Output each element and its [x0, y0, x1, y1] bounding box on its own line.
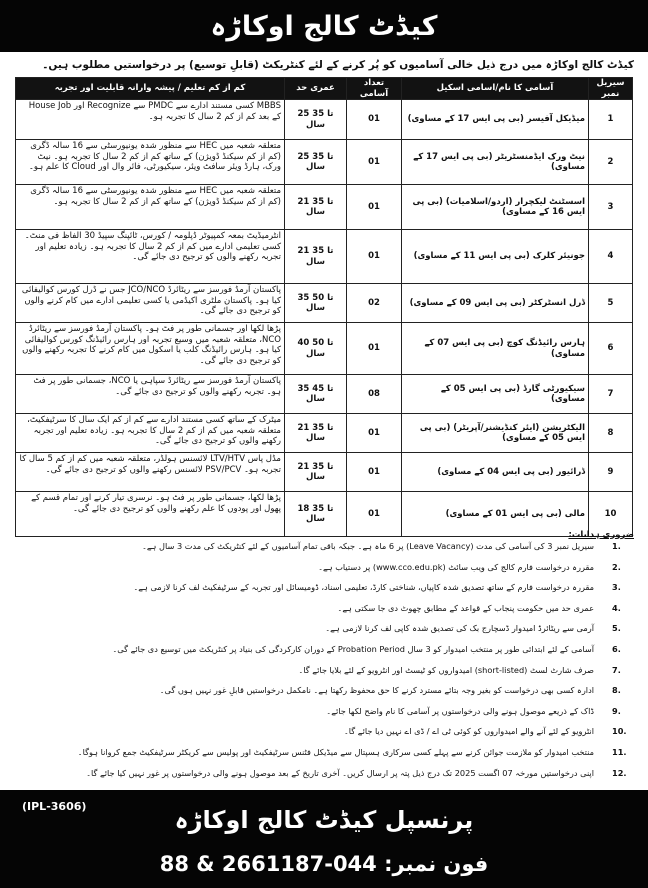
note-number: 5. — [612, 623, 621, 634]
note-item — [14, 768, 634, 789]
age-limit-cell: 21 تا 35 سال — [285, 230, 347, 284]
phone-number: فون نمبر: 044-2661187 & 88 — [159, 852, 489, 876]
qualification-cell: پڑھا لکھا اور جسمانی طور پر فٹ ہو۔ پاکستان آرمڈ فورسز سے ریٹائرڈ NCO، متعلقہ شعبہ میں وسیع تجربہ اور ہارس رائیڈنگ کورس کوالیفائی کیا ہو۔ ہارس رائیڈنگ کلب یا اسکول میں کام کرنے کا تجربہ رکھنے والوں کو ترجیح دی جائے گی۔ — [16, 323, 285, 375]
intro-text: کیڈٹ کالج اوکاڑہ میں درج ذیل خالی آسامیوں کو پُر کرنے کے لئے کنٹریکٹ (قابلِ توسیع) پر درخواستیں مطلوب ہیں۔ — [42, 59, 634, 71]
note-text: عمری حد میں حکومت پنجاب کے قواعد کے مطابق چھوٹ دی جا سکتی ہے۔ — [337, 602, 594, 613]
quantity-cell: 01 — [347, 453, 402, 492]
header-banner — [0, 0, 648, 52]
qualification-cell: MBBS کسی مستند ادارے سے PMDC سے Recognize اور House Job کے بعد کم از کم 2 سال کا تجربہ ہو۔ — [16, 100, 285, 140]
table-row — [16, 453, 633, 492]
note-text: سیریل نمبر 3 کی آسامی کی مدت (Leave Vacancy) پر 6 ماہ ہے۔ جبکہ باقی تمام آسامیوں کے لئے کنٹریکٹ کی مدت 3 سال ہے۔ — [142, 541, 594, 551]
note-number: 9. — [612, 705, 621, 716]
post-name-cell: مالی (بی پی ایس 01 کے مساوی) — [402, 492, 589, 537]
note-number: 7. — [612, 664, 621, 675]
note-number: 1. — [612, 541, 621, 551]
note-text: اپنی درخواستیں مورخہ 07 اگست 2025 تک درج ذیل پتہ پر ارسال کریں۔ آخری تاریخ کے بعد موصول ہونے والی درخواستوں پر غور نہیں کیا جائے گا۔ — [86, 767, 594, 778]
post-name-cell: ہارس رائیڈنگ کوچ (بی پی ایس 07 کے مساوی) — [402, 323, 589, 375]
post-name-cell: ڈرل انسٹرکٹر (بی پی ایس 09 کے مساوی) — [402, 284, 589, 323]
age-limit-cell: 21 تا 35 سال — [285, 414, 347, 453]
serial-cell: 6 — [589, 323, 633, 375]
notes-title: ضروری ہدایات: — [568, 530, 634, 540]
age-limit-cell: 25 تا 35 سال — [285, 100, 347, 140]
note-text: صرف شارٹ لسٹ (short-listed) امیدواروں کو ٹیسٹ اور انٹرویو کے لئے بلایا جائے گا۔ — [298, 664, 594, 675]
age-limit-cell: 25 تا 35 سال — [285, 140, 347, 185]
serial-cell: 8 — [589, 414, 633, 453]
column-header: آسامی کا نام/اسامی اسکیل — [402, 78, 589, 100]
table-row — [16, 230, 633, 284]
note-text: انٹرویو کے لئے آنے والے امیدواروں کو کوئی ٹی اے / ڈی اے نہیں دیا جائے گا۔ — [344, 726, 594, 737]
note-number: 2. — [612, 561, 621, 572]
serial-cell: 4 — [589, 230, 633, 284]
quantity-cell: 01 — [347, 140, 402, 185]
table-row — [16, 284, 633, 323]
qualification-cell: انٹرمیڈیٹ بمعہ کمپیوٹر ڈپلومہ / کورس، ٹائپنگ سپیڈ 30 الفاظ فی منٹ۔ کسی تعلیمی ادارے میں کم از کم 2 سال کا تجربہ ہو۔ زیادہ تعلیم اور تجربہ رکھنے والوں کو ترجیح دی جائے گی۔ — [16, 230, 285, 284]
table-header-row — [16, 78, 633, 100]
note-number: 4. — [612, 602, 621, 613]
age-limit-cell: 21 تا 35 سال — [285, 185, 347, 230]
note-number: 8. — [612, 685, 621, 696]
note-item — [14, 747, 634, 768]
note-item — [14, 644, 634, 665]
note-number: 3. — [612, 582, 621, 593]
column-header: عمری حد — [285, 78, 347, 100]
note-number: 6. — [612, 643, 621, 654]
quantity-cell: 01 — [347, 230, 402, 284]
footer-banner — [0, 790, 648, 888]
note-text: ڈاک کے ذریعے موصول ہونے والی درخواستوں پر آسامی کا نام واضح لکھا جائے۔ — [326, 705, 594, 716]
quantity-cell: 02 — [347, 284, 402, 323]
quantity-cell: 01 — [347, 100, 402, 140]
post-name-cell: سیکیورٹی گارڈ (بی پی ایس 05 کے مساوی) — [402, 375, 589, 414]
table-row — [16, 100, 633, 140]
quantity-cell: 01 — [347, 323, 402, 375]
quantity-cell: 01 — [347, 414, 402, 453]
column-header: سیریل نمبر — [589, 78, 633, 100]
note-number: 11. — [612, 746, 627, 757]
table-row — [16, 323, 633, 375]
age-limit-cell: 21 تا 35 سال — [285, 453, 347, 492]
qualification-cell: مڈل پاس LTV/HTV لائسنس ہولڈر، متعلقہ شعبہ میں کم از کم 5 سال کا تجربہ ہو۔ PSV/PCV لائسنس رکھنے والوں کو ترجیح دی جائے گی۔ — [16, 453, 285, 492]
note-text: ادارہ کسی بھی درخواست کو بغیر وجہ بتائے مسترد کرنے کا حق محفوظ رکھتا ہے۔ نامکمل درخواستیں قابلِ غور نہیں ہوں گی۔ — [159, 685, 594, 696]
note-item — [14, 603, 634, 624]
table-row — [16, 414, 633, 453]
note-item — [14, 562, 634, 583]
note-text: مقررہ درخواست فارم کالج کی ویب سائٹ (www.cco.edu.pk) پر دستیاب ہے۔ — [318, 561, 594, 572]
qualification-cell: متعلقہ شعبہ میں HEC سے منظور شدہ یونیورسٹی سے 16 سالہ ڈگری (کم از کم سیکنڈ ڈویژن) کے ساتھ کم از کم 2 سال کا تجربہ ہو۔ نیٹ ورک، ہارڈ ویئر سافٹ ویئر، سیکیورٹی، فائر وال اور Cloud کا علم ہو۔ — [16, 140, 285, 185]
note-text: مقررہ درخواست فارم کے ساتھ تصدیق شدہ کاپیاں، شناختی کارڈ، تعلیمی اسناد، ڈومیسائل اور تجربہ کے سرٹیفکیٹ لف کرنا لازمی ہے۔ — [133, 582, 594, 593]
note-item — [14, 665, 634, 686]
qualification-cell: پڑھا لکھا، جسمانی طور پر فٹ ہو۔ نرسری تیار کرنے اور تمام قسم کے پھول اور پودوں کا علم رکھنے والوں کو ترجیح دی جائے گی۔ — [16, 492, 285, 537]
note-number: 10. — [612, 726, 627, 737]
serial-cell: 3 — [589, 185, 633, 230]
note-item — [14, 685, 634, 706]
serial-cell: 2 — [589, 140, 633, 185]
post-name-cell: ڈرائیور (بی پی ایس 04 کے مساوی) — [402, 453, 589, 492]
note-item — [14, 706, 634, 727]
table-row — [16, 140, 633, 185]
ipl-code: (IPL-3606) — [22, 800, 87, 813]
serial-cell: 10 — [589, 492, 633, 537]
page-title: کیڈٹ کالج اوکاڑہ — [210, 10, 438, 42]
notes-list — [14, 541, 634, 788]
table-row — [16, 492, 633, 537]
note-text: آسامی کے لئے ابتدائی طور پر منتخب امیدوار کو 3 سال Probation Period کے دوران کارکردگی کی بنیاد پر کنٹریکٹ میں توسیع دی جائے گی۔ — [112, 643, 594, 654]
post-name-cell: اسسٹنٹ لیکچرار (اردو/اسلامیات) (بی پی ایس 16 کے مساوی) — [402, 185, 589, 230]
quantity-cell: 08 — [347, 375, 402, 414]
age-limit-cell: 35 تا 50 سال — [285, 284, 347, 323]
posts-table — [15, 77, 633, 537]
qualification-cell: میٹرک کے ساتھ کسی مستند ادارے سے کم از کم ایک سال کا سرٹیفکیٹ، متعلقہ شعبہ میں کم از کم 2 سال کا تجربہ ہو۔ زیادہ تعلیم اور تجربہ رکھنے والوں کو ترجیح دی جائے گی۔ — [16, 414, 285, 453]
quantity-cell: 01 — [347, 185, 402, 230]
signature: پرنسپل کیڈٹ کالج اوکاڑہ — [174, 806, 474, 834]
age-limit-cell: 35 تا 45 سال — [285, 375, 347, 414]
post-name-cell: الیکٹریشن (ایئر کنڈیشنر/آپریٹر) (بی پی ایس 05 کے مساوی) — [402, 414, 589, 453]
qualification-cell: پاکستان آرمڈ فورسز سے ریٹائرڈ سپاہی یا NCO، جسمانی طور پر فٹ ہو۔ تجربہ رکھنے والوں کو ترجیح دی جائے گی۔ — [16, 375, 285, 414]
note-number: 12. — [612, 767, 627, 778]
table-row — [16, 185, 633, 230]
post-name-cell: نیٹ ورک ایڈمنسٹریٹر (بی پی ایس 17 کے مساوی) — [402, 140, 589, 185]
quantity-cell: 01 — [347, 492, 402, 537]
note-item — [14, 726, 634, 747]
serial-cell: 7 — [589, 375, 633, 414]
note-text: آرمی سے ریٹائرڈ امیدوار ڈسچارج بک کی تصدیق شدہ کاپی لف کرنا لازمی ہے۔ — [325, 623, 594, 634]
serial-cell: 5 — [589, 284, 633, 323]
note-text: منتخب امیدوار کو ملازمت جوائن کرنے سے پہلے کسی سرکاری ہسپتال سے میڈیکل فٹنس سرٹیفکیٹ اور پولیس سے کریکٹر سرٹیفکیٹ جمع کروانا ہوگا۔ — [77, 746, 594, 757]
qualification-cell: متعلقہ شعبہ میں HEC سے منظور شدہ یونیورسٹی سے 16 سالہ ڈگری (کم از کم سیکنڈ ڈویژن) کے ساتھ کم از کم 2 سال کا تجربہ ہو۔ — [16, 185, 285, 230]
note-item — [14, 582, 634, 603]
table-row — [16, 375, 633, 414]
column-header: کم از کم تعلیم / پیشہ وارانہ قابلیت اور تجربہ — [16, 78, 285, 100]
note-item — [14, 623, 634, 644]
age-limit-cell: 40 تا 50 سال — [285, 323, 347, 375]
note-item — [14, 541, 634, 562]
post-name-cell: جونیئر کلرک (بی پی ایس 11 کے مساوی) — [402, 230, 589, 284]
post-name-cell: میڈیکل آفیسر (بی پی ایس 17 کے مساوی) — [402, 100, 589, 140]
column-header: تعداد آسامی — [347, 78, 402, 100]
serial-cell: 9 — [589, 453, 633, 492]
qualification-cell: پاکستان آرمڈ فورسز سے ریٹائرڈ JCO/NCO جس نے ڈرل کورس کوالیفائی کیا ہو۔ پاکستان ملٹری اکیڈمی یا کسی تعلیمی ادارے میں کام کرنے والوں کو ترجیح دی جائے گی۔ — [16, 284, 285, 323]
serial-cell: 1 — [589, 100, 633, 140]
age-limit-cell: 18 تا 35 سال — [285, 492, 347, 537]
